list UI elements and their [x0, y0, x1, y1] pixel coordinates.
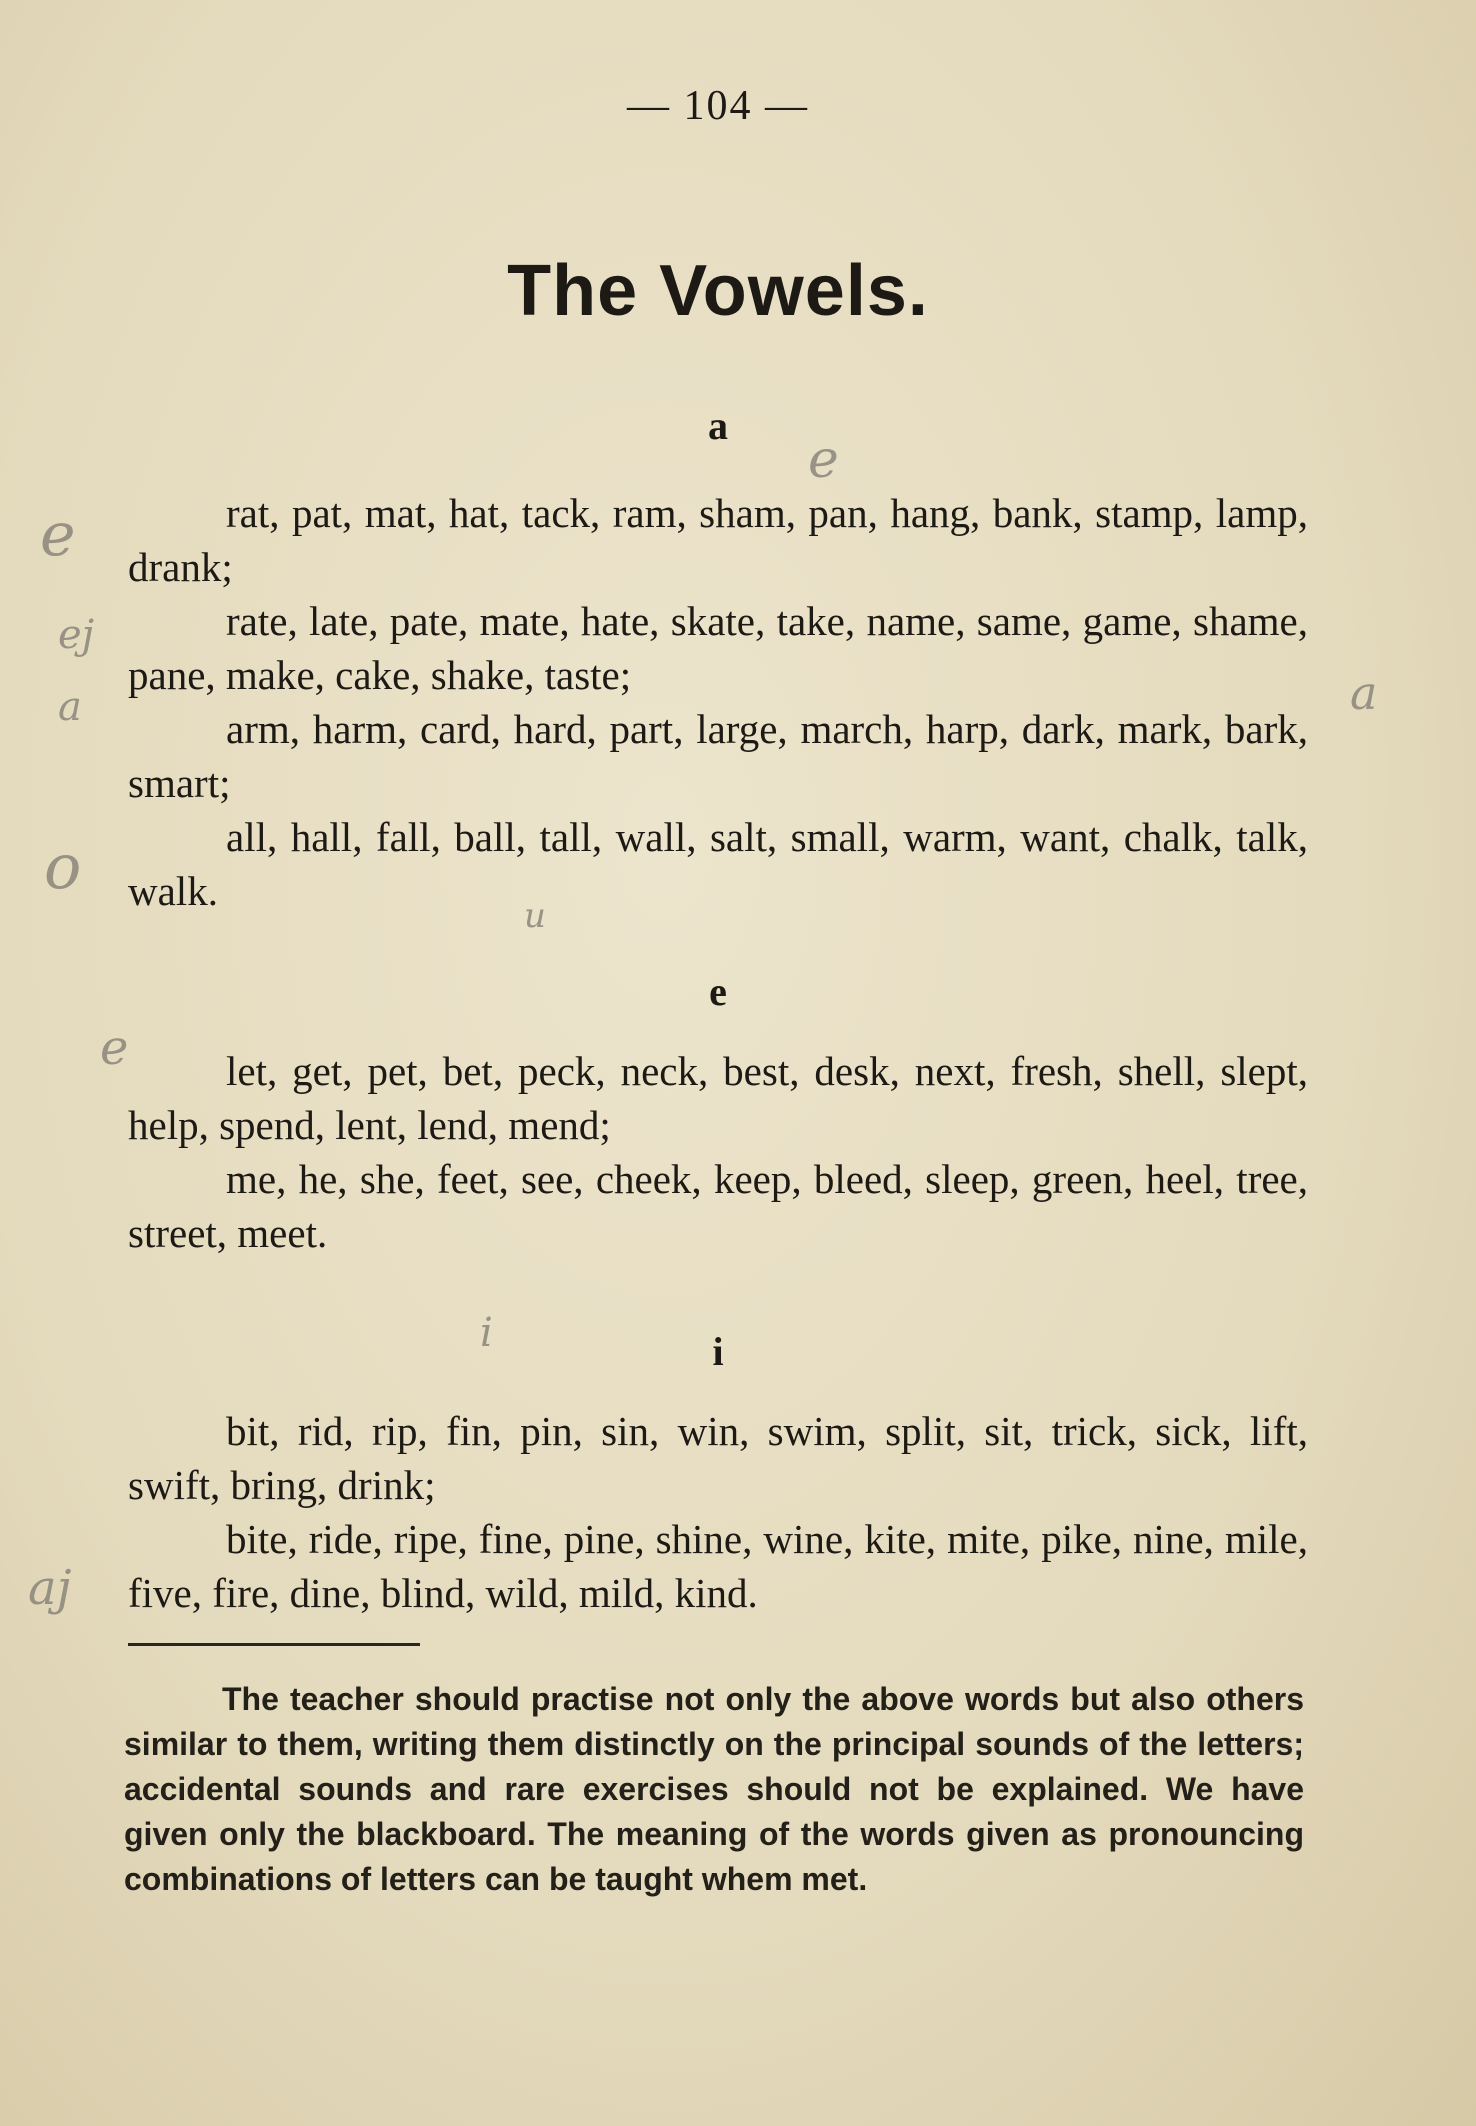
section-heading-a: a — [708, 403, 728, 448]
footnote-divider — [128, 1643, 420, 1646]
pencil-note-left-2: ej — [58, 612, 95, 658]
page-number: — 104 — — [627, 83, 809, 129]
paragraph-i-1: bit, rid, rip, fin, pin, sin, win, swim, split, sit, trick, sick, lift, swift, bring, drink; — [128, 1408, 1308, 1508]
pencil-note-left-5: e — [100, 1020, 129, 1076]
section-heading-i: i — [712, 1329, 724, 1374]
pencil-note-left-3: a — [58, 684, 82, 730]
paragraph-i-2: bite, ride, ripe, fine, pine, shine, wine, kite, mite, pike, nine, mile, five, fire, dine, blind, wild, mild, kind. — [128, 1516, 1308, 1616]
pencil-note-near-i: i — [480, 1310, 493, 1356]
footnote: The teacher should practise not only the above words but also others similar to them, writing them distinctly on the principal sounds of the letters; accidental sounds and rare exercises should not be explained. We have given only the blackboard. The meaning of the words given as pronouncing combinations of letters can be taught whem met. — [124, 1681, 1304, 1897]
section-heading-e: e — [709, 969, 727, 1014]
pencil-note-left-1: e — [40, 500, 76, 570]
paragraph-a-1: rat, pat, mat, hat, tack, ram, sham, pan, hang, bank, stamp, lamp, drank; — [128, 490, 1308, 590]
pencil-note-top: e — [808, 430, 839, 490]
pencil-note-below-walk: u — [524, 896, 546, 936]
pencil-note-right: a — [1350, 666, 1378, 720]
paragraph-a-3: arm, harm, card, hard, part, large, march, harp, dark, mark, bark, smart; — [128, 706, 1308, 806]
paragraph-e-1: let, get, pet, bet, peck, neck, best, desk, next, fresh, shell, slept, help, spend, lent, lend, mend; — [128, 1048, 1308, 1148]
paragraph-e-2: me, he, she, feet, see, cheek, keep, bleed, sleep, green, heel, tree, street, meet. — [128, 1156, 1308, 1256]
page-title: The Vowels. — [507, 251, 929, 331]
paragraph-a-4: all, hall, fall, ball, tall, wall, salt, small, warm, want, chalk, talk, walk. — [128, 814, 1308, 914]
pencil-note-left-6: aj — [28, 1560, 72, 1616]
paragraph-a-2: rate, late, pate, mate, hate, skate, take, name, same, game, shame, pane, make, cake, shake, taste; — [128, 598, 1308, 698]
pencil-note-left-4: o — [44, 830, 82, 903]
